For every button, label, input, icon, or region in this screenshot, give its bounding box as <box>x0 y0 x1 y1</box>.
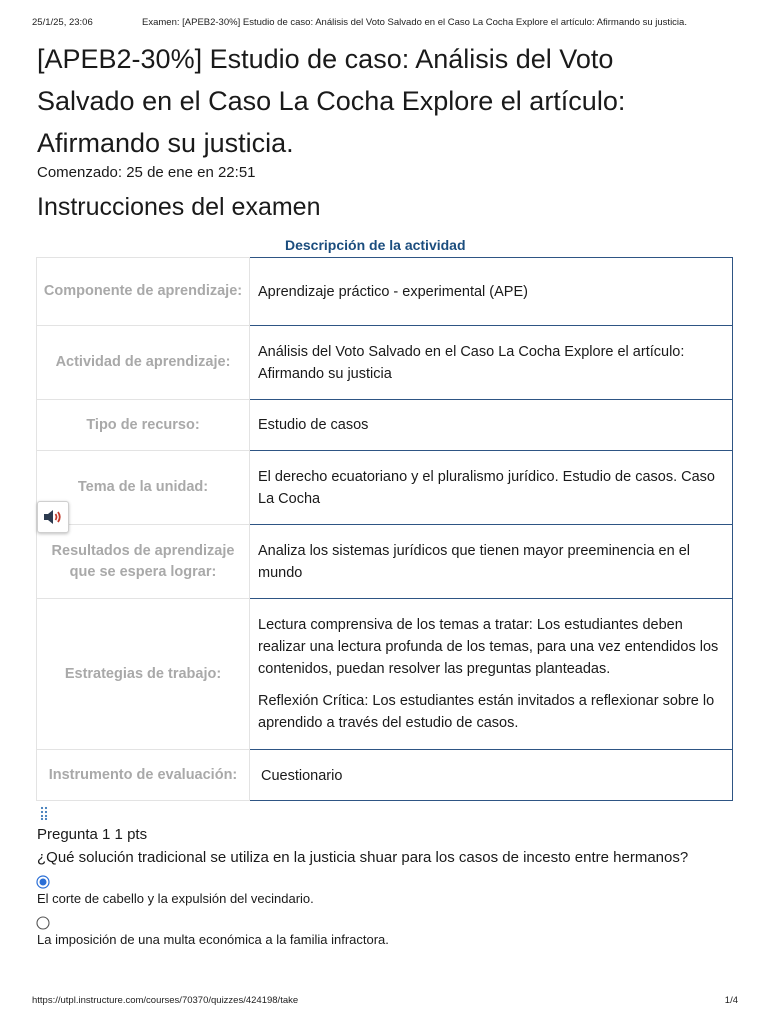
row-label: Actividad de aprendizaje: <box>37 326 250 400</box>
row-value <box>250 599 733 750</box>
print-date: 25/1/25, 23:06 <box>32 17 93 28</box>
row-label: Estrategias de trabajo: <box>37 599 250 750</box>
table-row <box>37 258 733 326</box>
table-row <box>37 326 733 400</box>
row-value: Analiza los sistemas jurídicos que tienen mayor preeminencia en el mundo <box>250 525 733 599</box>
row-value: Cuestionario <box>250 750 733 801</box>
strategy-paragraph: Lectura comprensiva de los temas a tratar: Los estudiantes deben realizar una lectura profunda de los temas, para una vez entendidos los contenidos, puedan resolver las preguntas planteadas. <box>258 617 719 677</box>
print-doc-title: Examen: [APEB2-30%] Estudio de caso: Análisis del Voto Salvado en el Caso La Cocha Explore el artículo: Afirmando su justicia. <box>142 17 687 28</box>
row-label: Componente de aprendizaje: <box>37 258 250 326</box>
table-row <box>37 750 733 801</box>
row-value: Aprendizaje práctico - experimental (APE) <box>250 258 733 326</box>
audio-read-button[interactable] <box>37 501 69 533</box>
drag-handle-icon[interactable] <box>40 806 48 820</box>
activity-description-table <box>36 257 733 801</box>
strategy-paragraph: Reflexión Crítica: Los estudiantes están invitados a reflexionar sobre lo aprendido a través del estudio de casos. <box>258 693 715 731</box>
answer-radio-selected[interactable] <box>36 875 50 889</box>
print-url[interactable]: https://utpl.instructure.com/courses/70370/quizzes/424198/take <box>32 995 299 1006</box>
table-caption: Descripción de la actividad <box>285 237 466 253</box>
page-title: [APEB2-30%] Estudio de caso: Análisis del Voto Salvado en el Caso La Cocha Explore el artículo: Afirmando su justicia. <box>37 44 626 158</box>
row-value: El derecho ecuatoriano y el pluralismo jurídico. Estudio de casos. Caso La Cocha <box>250 451 733 525</box>
row-label: Resultados de aprendizaje que se espera lograr: <box>37 525 250 599</box>
page-counter: 1/4 <box>724 995 738 1006</box>
answer-radio[interactable] <box>36 916 50 930</box>
row-value: Estudio de casos <box>250 400 733 451</box>
question-header: Pregunta 1 1 pts <box>37 826 148 843</box>
section-title: Instrucciones del examen <box>37 193 321 221</box>
row-value: Análisis del Voto Salvado en el Caso La Cocha Explore el artículo: Afirmando su justicia <box>250 326 733 400</box>
row-label: Instrumento de evaluación: <box>37 750 250 801</box>
answer-option-label[interactable]: La imposición de una multa económica a la familia infractora. <box>37 932 389 947</box>
table-row <box>37 451 733 525</box>
row-label: Tipo de recurso: <box>37 400 250 451</box>
table-row <box>37 525 733 599</box>
question-text: ¿Qué solución tradicional se utiliza en la justicia shuar para los casos de incesto entre hermanos? <box>37 849 689 866</box>
table-row <box>37 599 733 750</box>
speaker-icon <box>42 507 64 527</box>
row-label: Tema de la unidad: <box>37 451 250 525</box>
started-timestamp: Comenzado: 25 de ene en 22:51 <box>37 164 256 181</box>
answer-option-label[interactable]: El corte de cabello y la expulsión del vecindario. <box>37 891 314 906</box>
table-row <box>37 400 733 451</box>
